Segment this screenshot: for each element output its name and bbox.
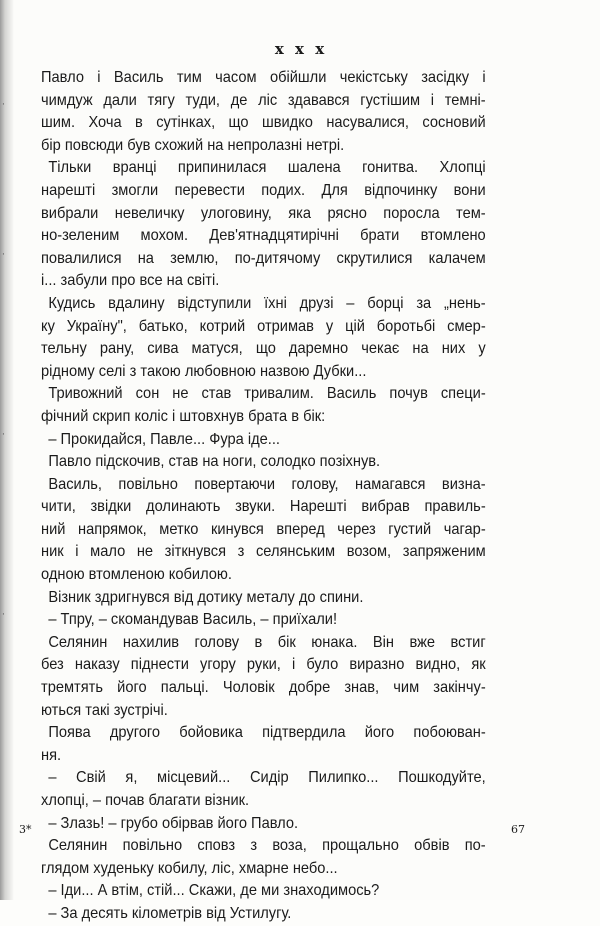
- text-line: чимдуж дали тягу туди, де ліс здавався густішим і темні-: [41, 91, 486, 109]
- body-text: [41, 67, 486, 926]
- page-number: 67: [511, 823, 525, 836]
- text-line: – Тпру, – скомандував Василь, – приїхали!: [48, 611, 338, 629]
- text-line: – Прокидайся, Павле... Фура іде...: [48, 430, 281, 448]
- edge-mark: ·: [2, 250, 5, 260]
- text-line: Василь, повільно повертаючи голову, намагався визна-: [48, 475, 486, 493]
- text-line: – Свій я, місцевий... Сидір Пилипко... Пошкодуйте,: [48, 769, 486, 787]
- text-line: шим. Хоча в сутінках, що швидко насувалися, сосновий: [41, 114, 486, 132]
- page-binding-edge: [0, 0, 14, 900]
- text-line: глядом худеньку кобилу, ліс, хмарне небо...: [41, 859, 338, 877]
- text-line: – Іди... А втім, стій... Скажи, де ми знаходимось?: [48, 882, 380, 900]
- text-line: Візник здригнувся від дотику металу до спини.: [48, 588, 364, 606]
- signature-mark: 3*: [19, 823, 32, 836]
- text-line: Павло підскочив, став на ноги, солодко позіхнув.: [48, 453, 381, 471]
- text-line: фічний скрип коліс і штовхнув брата в бік:: [41, 407, 326, 425]
- text-line: рідному селі з такою любовною назвою Дубки...: [41, 362, 367, 380]
- text-line: Тривожний сон не став тривалим. Василь почув специ-: [48, 385, 486, 403]
- text-line: тремтять його пальці. Чоловік добре знав, чим закінчу-: [41, 679, 486, 697]
- text-line: Кудись вдалину відступили їхні друзі – борці за „нень-: [48, 294, 486, 312]
- edge-mark: ·: [2, 610, 5, 620]
- text-line: – Злазь! – грубо обірвав його Павло.: [48, 814, 299, 832]
- text-line: Поява другого бойовика підтвердила його побоюван-: [48, 724, 486, 742]
- text-line: чити, звідки долинають звуки. Нарешті вибрав правиль-: [41, 498, 486, 516]
- text-line: Селянин нахилив голову в бік юнака. Він вже встиг: [48, 633, 486, 651]
- section-separator: x x x: [274, 40, 326, 58]
- text-line: – За десять кілометрів від Устилугу.: [48, 904, 292, 922]
- text-line: без наказу піднести угору руки, і було виразно видно, як: [41, 656, 486, 674]
- text-line: хлопці, – почав благати візник.: [41, 792, 250, 809]
- text-line: і... забули про все на світі.: [41, 272, 220, 290]
- text-line: ний напрямок, метко кинувся вперед через густий чагар-: [41, 520, 486, 538]
- text-line: Тільки вранці припинилася шалена гонитва. Хлопці: [48, 159, 486, 177]
- text-line: нарешті змогли перевести подих. Для відпочинку вони: [41, 181, 486, 199]
- edge-mark: ·: [2, 430, 5, 440]
- text-line: бір повсюди був схожий на непролазні нетрі.: [41, 136, 345, 154]
- text-line: ник і мало не зіткнувся з селянським возом, запряженим: [41, 543, 486, 561]
- text-line: вибрали невеличку улоговину, яка рясно поросла тем-: [41, 204, 486, 222]
- text-line: тельну рану, сива матуся, що даремно чекає на них у: [41, 340, 486, 358]
- text-line: ня.: [41, 746, 62, 764]
- text-line: Павло і Василь тим часом обійшли чекістську засідку і: [41, 69, 486, 86]
- text-line: ються такі зустрічі.: [41, 701, 168, 719]
- edge-mark: ·: [2, 100, 5, 110]
- text-line: но-зеленим мохом. Дев'ятнадцятирічні брати втомлено: [41, 227, 486, 245]
- text-line: одною втомленою кобилою.: [41, 566, 232, 584]
- text-line: ку Україну", батько, котрий отримав у цій боротьбі смер-: [41, 317, 486, 335]
- text-line: повалилися на землю, по-дитячому скрутилися калачем: [41, 249, 486, 267]
- text-line: Селянин повільно сповз з воза, прощально обвів по-: [48, 837, 486, 855]
